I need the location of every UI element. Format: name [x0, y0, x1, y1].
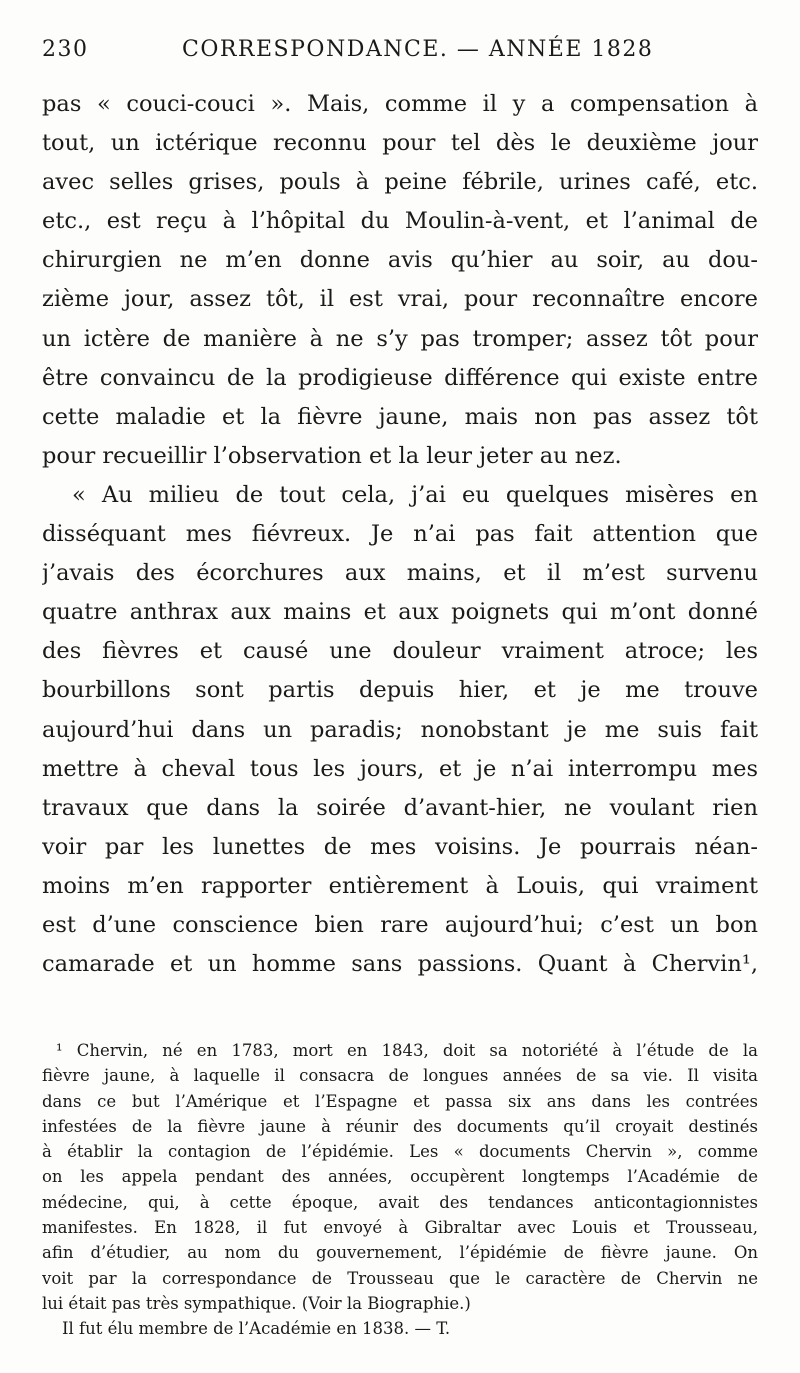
text-line: pas « couci-couci ». Mais, comme il y a compensation à	[42, 91, 758, 117]
footnote-line: dans ce but l’Amérique et l’Espagne et passa six ans dans les contrées	[42, 1091, 758, 1111]
text-line: avec selles grises, pouls à peine fébrile, urines café, etc.	[42, 169, 758, 196]
text-line: tout, un ictérique reconnu pour tel dès le deuxième jour	[42, 130, 758, 157]
footnote-line: afin d’étudier, au nom du gouvernement, l’épidémie de fièvre jaune. On	[42, 1243, 758, 1263]
text-line: est d’une conscience bien rare aujourd’hui; c’est un bon	[42, 911, 758, 938]
paragraph-start-line: « Au milieu de tout cela, j’ai eu quelques misères en	[72, 481, 758, 508]
text-line: moins m’en rapporter entièrement à Louis, qui vraiment	[42, 872, 758, 899]
running-head	[42, 32, 758, 68]
text-line: bourbillons sont partis depuis hier, et je me trouve	[42, 677, 758, 704]
footnote-line: infestées de la fièvre jaune à réunir des documents qu’il croyait destinés	[42, 1116, 758, 1136]
footnote-line: on les appela pendant des années, occupèrent longtemps l’Académie de	[42, 1167, 758, 1187]
footnote-line: ¹ Chervin, né en 1783, mort en 1843, doit sa notoriété à l’étude de la	[56, 1041, 758, 1060]
text-line: être convaincu de la prodigieuse différence qui existe entre	[42, 364, 758, 391]
page-number: 230	[42, 37, 89, 62]
text-line: voir par les lunettes de mes voisins. Je pourrais néan-	[42, 833, 758, 860]
text-line: disséquant mes fiévreux. Je n’ai pas fait attention que	[42, 521, 758, 548]
text-line: travaux que dans la soirée d’avant-hier, ne voulant rien	[42, 794, 758, 821]
text-line: zième jour, assez tôt, il est vrai, pour reconnaître encore	[42, 286, 758, 313]
text-line: etc., est reçu à l’hôpital du Moulin-à-vent, et l’animal de	[42, 208, 758, 235]
footnote-line: manifestes. En 1828, il fut envoyé à Gibraltar avec Louis et Trousseau,	[42, 1218, 758, 1238]
text-line: cette maladie et la fièvre jaune, mais non pas assez tôt	[42, 403, 758, 430]
footnote-line: à établir la contagion de l’épidémie. Les « documents Chervin », comme	[42, 1142, 758, 1162]
footnote-line: Il fut élu membre de l’Académie en 1838. — T.	[62, 1319, 451, 1339]
text-line: pour recueillir l’observation et la leur jeter au nez.	[42, 442, 622, 469]
body-text	[42, 85, 758, 984]
footnote	[42, 1038, 758, 1342]
text-line: un ictère de manière à ne s’y pas tromper; assez tôt pour	[42, 325, 758, 352]
running-title: CORRESPONDANCE. — ANNÉE 1828	[182, 37, 654, 62]
text-line: j’avais des écorchures aux mains, et il m’est survenu	[42, 560, 758, 587]
footnote-line: médecine, qui, à cette époque, avait des tendances anticontagionnistes	[42, 1192, 758, 1212]
footnote-line: voit par la correspondance de Trousseau que le caractère de Chervin ne	[42, 1268, 758, 1288]
text-line: mettre à cheval tous les jours, et je n’ai interrompu mes	[42, 755, 758, 782]
text-line: aujourd’hui dans un paradis; nonobstant je me suis fait	[42, 716, 758, 743]
footnote-line: fièvre jaune, à laquelle il consacra de longues années de sa vie. Il visita	[42, 1066, 758, 1086]
text-line: camarade et un homme sans passions. Quant à Chervin¹,	[42, 951, 758, 978]
text-line: des fièvres et causé une douleur vraiment atroce; les	[42, 638, 758, 665]
footnote-line: lui était pas très sympathique. (Voir la Biographie.)	[42, 1293, 471, 1313]
text-line: quatre anthrax aux mains et aux poignets qui m’ont donné	[42, 599, 758, 626]
text-line: chirurgien ne m’en donne avis qu’hier au soir, au dou-	[42, 247, 758, 274]
